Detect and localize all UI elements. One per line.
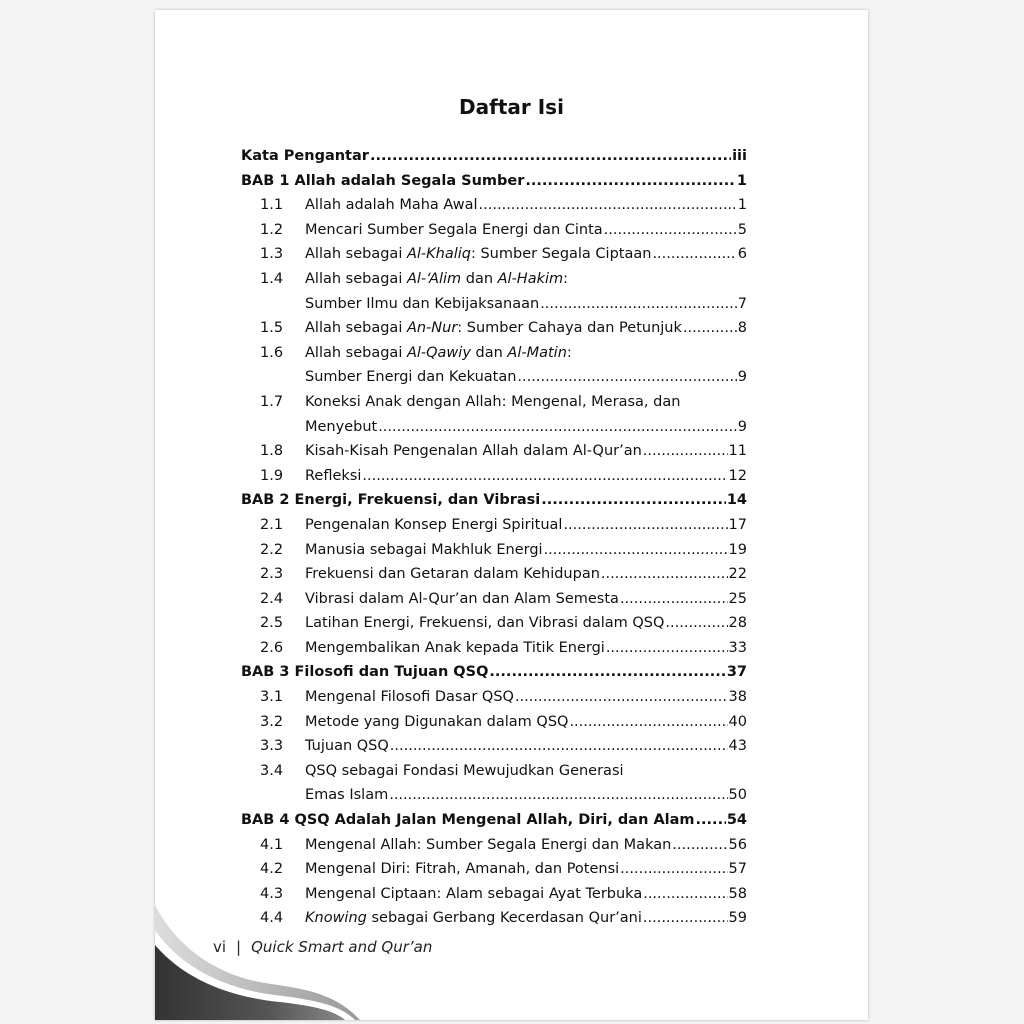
- toc-dot-leader: [620, 587, 728, 612]
- toc-entry-row[interactable]: [241, 734, 747, 759]
- toc-entry-title: Allah adalah Maha Awal: [305, 197, 478, 214]
- toc-entry-row[interactable]: [241, 513, 747, 538]
- toc-page-number: iii: [732, 148, 747, 164]
- toc-entry-title: QSQ sebagai Fondasi Mewujudkan Generasi: [305, 762, 624, 779]
- toc-page-number: 58: [728, 885, 747, 902]
- toc-dot-leader: [389, 783, 727, 808]
- toc-entry-row[interactable]: [241, 193, 747, 218]
- toc-entry-title: Tujuan QSQ: [305, 738, 389, 755]
- toc-entry-title: Allah sebagai Al-Qawiy dan Al-Matin:: [305, 344, 572, 361]
- toc-entry-title: Mencari Sumber Segala Energi dan Cinta: [305, 221, 603, 238]
- toc-page-number: 56: [728, 836, 747, 853]
- toc-page-number: 40: [728, 713, 747, 730]
- toc-entry-title: Metode yang Digunakan dalam QSQ: [305, 713, 569, 730]
- toc-entry-number: 1.8: [260, 443, 284, 460]
- toc-entry-number: 2.3: [260, 566, 284, 583]
- toc-entry-title: Manusia sebagai Makhluk Energi: [305, 541, 543, 558]
- toc-page-number: 50: [728, 787, 747, 804]
- toc-entry-title: BAB 1 Allah adalah Segala Sumber: [241, 172, 525, 189]
- toc-entry-row[interactable]: [241, 783, 747, 808]
- toc-entry-number: 2.2: [260, 541, 284, 558]
- toc-entry-title: Koneksi Anak dengan Allah: Mengenal, Merasa, dan: [305, 393, 681, 410]
- toc-entry-number: 1.4: [260, 270, 284, 287]
- footer-page-number: vi: [213, 938, 227, 956]
- toc-dot-leader: [643, 882, 727, 907]
- toc-dot-leader: [489, 660, 725, 685]
- toc-entry-title: Mengenal Ciptaan: Alam sebagai Ayat Terbuka: [305, 885, 643, 902]
- toc-entry-row[interactable]: [241, 415, 747, 440]
- toc-page-number: 9: [737, 418, 747, 435]
- toc-dot-leader: [696, 808, 726, 833]
- toc-page-number: 43: [728, 738, 747, 755]
- toc-entry-row[interactable]: [241, 390, 747, 415]
- toc-entry-title: Mengenal Allah: Sumber Segala Energi dan Makan: [305, 836, 672, 853]
- toc-entry-number: 4.2: [260, 861, 284, 878]
- toc-dot-leader: [362, 464, 727, 489]
- toc-dot-leader: [563, 513, 727, 538]
- toc-entry-number: 1.3: [260, 246, 284, 263]
- toc-dot-leader: [606, 636, 728, 661]
- toc-entry-title: Mengenal Diri: Fitrah, Amanah, dan Potensi: [305, 861, 620, 878]
- footer-separator: |: [236, 938, 242, 956]
- toc-entry-title: Allah sebagai Al-‘Alim dan Al-Hakim:: [305, 270, 569, 287]
- toc-entry-number: 2.5: [260, 615, 284, 632]
- toc-entry-number: 1.6: [260, 344, 284, 361]
- toc-entry-title: Pengenalan Konsep Energi Spiritual: [305, 516, 563, 533]
- toc-chapter-row[interactable]: [241, 144, 747, 169]
- toc-entry-title: BAB 2 Energi, Frekuensi, dan Vibrasi: [241, 492, 541, 509]
- toc-entry-title: Kata Pengantar: [241, 148, 369, 164]
- toc-entry-row[interactable]: [241, 439, 747, 464]
- toc-entry-row[interactable]: [241, 759, 747, 784]
- toc-entry-number: 3.4: [260, 762, 284, 779]
- toc-page-number: 33: [728, 639, 747, 656]
- toc-dot-leader: [569, 710, 727, 735]
- toc-entry-title: Sumber Energi dan Kekuatan: [305, 369, 517, 386]
- toc-page-number: 37: [726, 664, 747, 681]
- toc-dot-leader: [604, 218, 737, 243]
- toc-entry-row[interactable]: [241, 292, 747, 317]
- toc-dot-leader: [390, 734, 728, 759]
- toc-entry-row[interactable]: [241, 611, 747, 636]
- toc-page-number: 7: [737, 295, 747, 312]
- toc-entry-title: Menyebut: [305, 418, 378, 435]
- toc-dot-leader: [544, 538, 728, 563]
- toc-dot-leader: [683, 316, 737, 341]
- toc-dot-leader: [541, 488, 726, 513]
- toc-entry-title: BAB 3 Filosofi dan Tujuan QSQ: [241, 664, 489, 681]
- toc-dot-leader: [643, 439, 728, 464]
- toc-entry-row[interactable]: [241, 882, 747, 907]
- toc-dot-leader: [540, 292, 737, 317]
- toc-dot-leader: [665, 611, 727, 636]
- toc-dot-leader: [652, 242, 736, 267]
- toc-page-number: 22: [728, 566, 747, 583]
- toc-page-number: 14: [726, 492, 747, 509]
- toc-page-number: 28: [728, 615, 747, 632]
- toc-entry-number: 3.1: [260, 689, 284, 706]
- toc-entry-row[interactable]: [241, 857, 747, 882]
- toc-entry-title: Frekuensi dan Getaran dalam Kehidupan: [305, 566, 600, 583]
- toc-entry-title: Kisah-Kisah Pengenalan Allah dalam Al-Qur’an: [305, 443, 642, 460]
- toc-entry-row[interactable]: [241, 710, 747, 735]
- toc-page-number: 25: [728, 590, 747, 607]
- toc-entry-title: Latihan Energi, Frekuensi, dan Vibrasi dalam QSQ: [305, 615, 665, 632]
- toc-entry-number: 2.6: [260, 639, 284, 656]
- toc-entry-title: Emas Islam: [305, 787, 389, 804]
- toc-entry-title: Vibrasi dalam Al-Qur’an dan Alam Semesta: [305, 590, 619, 607]
- toc-entry-row[interactable]: [241, 587, 747, 612]
- toc-entry-number: 2.1: [260, 516, 284, 533]
- toc-entry-title: Allah sebagai Al-Khaliq: Sumber Segala Ciptaan: [305, 246, 652, 263]
- toc-entry-number: 1.2: [260, 221, 284, 238]
- toc-entry-row[interactable]: [241, 341, 747, 366]
- toc-chapter-row[interactable]: [241, 660, 747, 685]
- toc-entry-title: Mengenal Filosofi Dasar QSQ: [305, 689, 514, 706]
- book-page: [155, 10, 868, 1020]
- toc-page-number: 17: [728, 516, 747, 533]
- toc-dot-leader: [620, 857, 727, 882]
- toc-dot-leader: [601, 562, 728, 587]
- toc-page-number: 5: [737, 221, 747, 238]
- toc-page-number: 57: [728, 861, 747, 878]
- toc-entry-row[interactable]: [241, 636, 747, 661]
- toc-entry-title: Sumber Ilmu dan Kebijaksanaan: [305, 295, 540, 312]
- toc-entry-number: 1.5: [260, 320, 284, 337]
- toc-page-number: 6: [737, 246, 747, 263]
- toc-dot-leader: [378, 415, 737, 440]
- toc-entry-number: 1.9: [260, 467, 284, 484]
- toc-entry-row[interactable]: [241, 365, 747, 390]
- toc-entry-number: 4.3: [260, 885, 284, 902]
- toc-entry-row[interactable]: [241, 833, 747, 858]
- toc-entry-row[interactable]: [241, 562, 747, 587]
- toc-entry-number: 4.4: [260, 910, 284, 927]
- toc-chapter-row[interactable]: [241, 169, 747, 194]
- toc-page-number: 59: [728, 910, 747, 927]
- toc-entry-row[interactable]: [241, 267, 747, 292]
- toc-entry-title: Knowing sebagai Gerbang Kecerdasan Qur’ani: [305, 910, 642, 927]
- toc-entry-row[interactable]: [241, 316, 747, 341]
- toc-page-number: 1: [737, 197, 747, 214]
- toc-entry-title: Allah sebagai An-Nur: Sumber Cahaya dan Petunjuk: [305, 320, 682, 337]
- toc-entry-number: 3.2: [260, 713, 284, 730]
- toc-dot-leader: [370, 144, 731, 169]
- toc-entry-number: 2.4: [260, 590, 284, 607]
- toc-page-number: 1: [736, 172, 747, 189]
- page-title: Daftar Isi: [459, 95, 564, 119]
- toc-page-number: 11: [728, 443, 747, 460]
- toc-page-number: 9: [737, 369, 747, 386]
- toc-dot-leader: [479, 193, 737, 218]
- toc-page-number: 54: [726, 812, 747, 829]
- toc-entry-number: 3.3: [260, 738, 284, 755]
- toc-entry-title: Refleksi: [305, 467, 362, 484]
- table-of-contents: [241, 144, 747, 931]
- toc-entry-title: Mengembalikan Anak kepada Titik Energi: [305, 639, 605, 656]
- toc-dot-leader: [515, 685, 728, 710]
- toc-entry-row[interactable]: [241, 464, 747, 489]
- toc-entry-row[interactable]: [241, 218, 747, 243]
- toc-dot-leader: [517, 365, 736, 390]
- toc-chapter-row[interactable]: [241, 488, 747, 513]
- toc-page-number: 12: [728, 467, 747, 484]
- toc-page-number: 8: [737, 320, 747, 337]
- toc-page-number: 19: [728, 541, 747, 558]
- toc-entry-row[interactable]: [241, 538, 747, 563]
- toc-entry-row[interactable]: [241, 685, 747, 710]
- toc-chapter-row[interactable]: [241, 808, 747, 833]
- toc-entry-number: 1.1: [260, 197, 284, 214]
- footer-book-title: Quick Smart and Qur’an: [251, 938, 433, 956]
- toc-entry-title: BAB 4 QSQ Adalah Jalan Mengenal Allah, Diri, dan Alam: [241, 812, 695, 829]
- toc-entry-row[interactable]: [241, 242, 747, 267]
- toc-entry-number: 1.7: [260, 393, 284, 410]
- decorative-ribbon: [155, 905, 365, 1020]
- toc-page-number: 38: [728, 689, 747, 706]
- toc-dot-leader: [525, 169, 736, 194]
- toc-entry-number: 4.1: [260, 836, 284, 853]
- toc-dot-leader: [643, 906, 728, 931]
- toc-dot-leader: [672, 833, 727, 858]
